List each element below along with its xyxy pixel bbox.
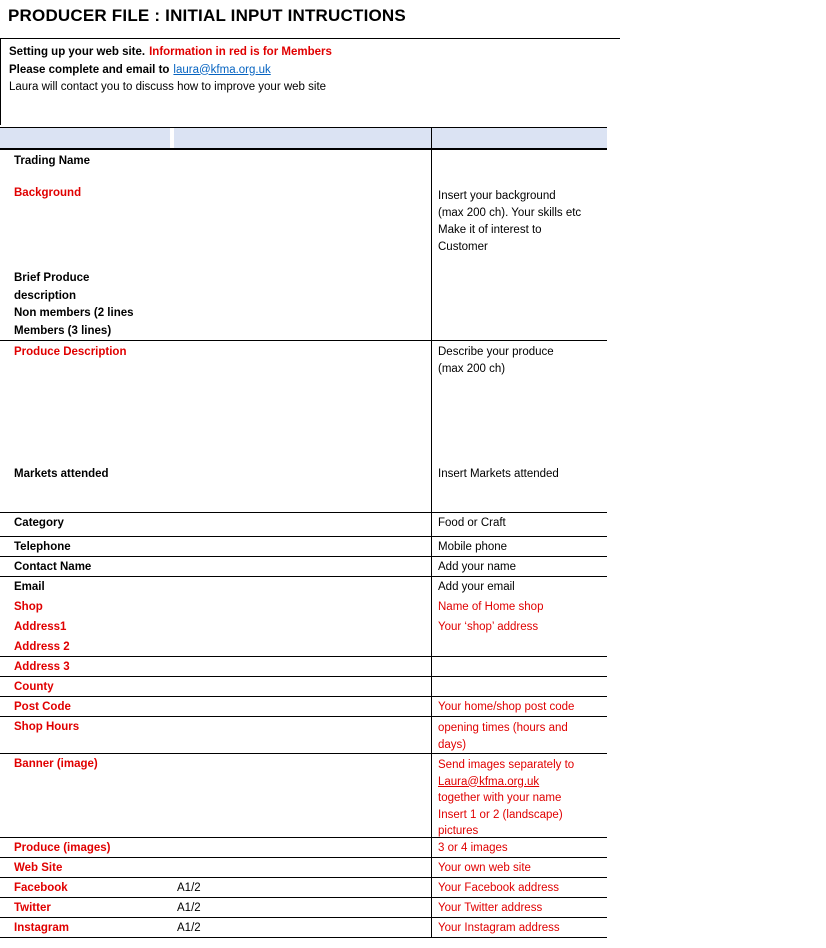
row-shop-hours [0,717,607,754]
header-cell-1 [0,128,170,148]
banner-help-text: Send images separately to Laura@kfma.org.uk together with your name Insert 1 or 2 (landscape) pictures [431,754,607,837]
row-email-shop-address-block [0,577,607,657]
row-produce-images [0,838,607,858]
contact-name-label: Contact Name [14,561,92,573]
row-produce-markets [0,341,607,513]
header-cell-3 [431,128,607,148]
row-trading-background [0,150,607,341]
produce-description-label: Produce Description [14,346,127,358]
shop-hours-value: opening times (hours and days) [431,717,607,753]
table-header-band [0,128,607,150]
twitter-a12-value: A1/2 [177,902,201,914]
intro-line-3 [9,79,620,97]
address1-value: Your ‘shop’ address [438,621,539,633]
producer-table [0,127,607,938]
shop-label: Shop [14,601,43,613]
category-label: Category [14,517,64,529]
background-help-text: Insert your background (max 200 ch). Your skills etc Make it of interest to Customer [438,190,582,253]
post-code-label: Post Code [14,701,71,713]
email-link[interactable]: laura@kfma.org.uk [173,63,271,76]
facebook-label: Facebook [14,882,68,894]
web-site-label: Web Site [14,862,63,874]
intro-box [0,38,620,125]
intro-contact-text: Laura will contact you to discuss how to improve your web site [9,81,327,93]
facebook-value: Your Facebook address [438,882,560,894]
intro-setting-up-text: Setting up your web site. [9,46,146,58]
instagram-label: Instagram [14,922,69,934]
markets-help-text: Insert Markets attended [438,468,559,480]
row-county [0,677,607,697]
row-web-site [0,858,607,878]
row-post-code [0,697,607,717]
telephone-value: Mobile phone [438,541,508,553]
trading-name-label: Trading Name [14,155,91,167]
row-facebook [0,878,607,898]
shop-hours-label: Shop Hours [14,721,80,733]
header-cell-2 [174,128,431,148]
row-address3 [0,657,607,677]
produce-help-text: Describe your produce (max 200 ch) [438,346,554,375]
row-instagram [0,918,607,938]
address1-label: Address1 [14,621,67,633]
twitter-value: Your Twitter address [438,902,543,914]
contact-name-value: Add your name [438,561,516,573]
background-label: Background [14,187,82,199]
row-banner-image [0,754,607,838]
row-contact-name [0,557,607,577]
category-value: Food or Craft [438,517,506,529]
address2-value [438,637,607,657]
row-twitter [0,898,607,918]
row-telephone [0,537,607,557]
intro-complete-text: Please complete and email to [9,63,170,76]
email-label: Email [14,581,45,593]
instagram-a12-value: A1/2 [177,922,201,934]
web-site-value: Your own web site [438,862,531,874]
produce-images-label: Produce (images) [14,842,111,854]
banner-image-label: Banner (image) [14,758,98,770]
brief-produce-label: Brief Produce description Non members (2 lines Members (3 lines) [14,272,134,337]
post-code-value: Your home/shop post code [438,701,575,713]
banner-email-link[interactable]: Laura@kfma.org.uk [438,775,540,788]
county-label: County [14,681,54,693]
address2-label: Address 2 [14,641,70,653]
markets-attended-label: Markets attended [14,468,109,480]
shop-value: Name of Home shop [438,601,544,613]
produce-images-value: 3 or 4 images [438,842,508,854]
intro-line-2 [9,62,620,80]
intro-line-1 [9,44,620,62]
intro-members-note: Information in red is for Members [149,46,332,58]
instagram-value: Your Instagram address [438,922,560,934]
twitter-label: Twitter [14,902,51,914]
page-title: PRODUCER FILE : INITIAL INPUT INTRUCTIONS [8,6,406,25]
telephone-label: Telephone [14,541,71,553]
address3-label: Address 3 [14,661,70,673]
row-category [0,513,607,537]
facebook-a12-value: A1/2 [177,882,201,894]
email-value: Add your email [438,581,515,593]
